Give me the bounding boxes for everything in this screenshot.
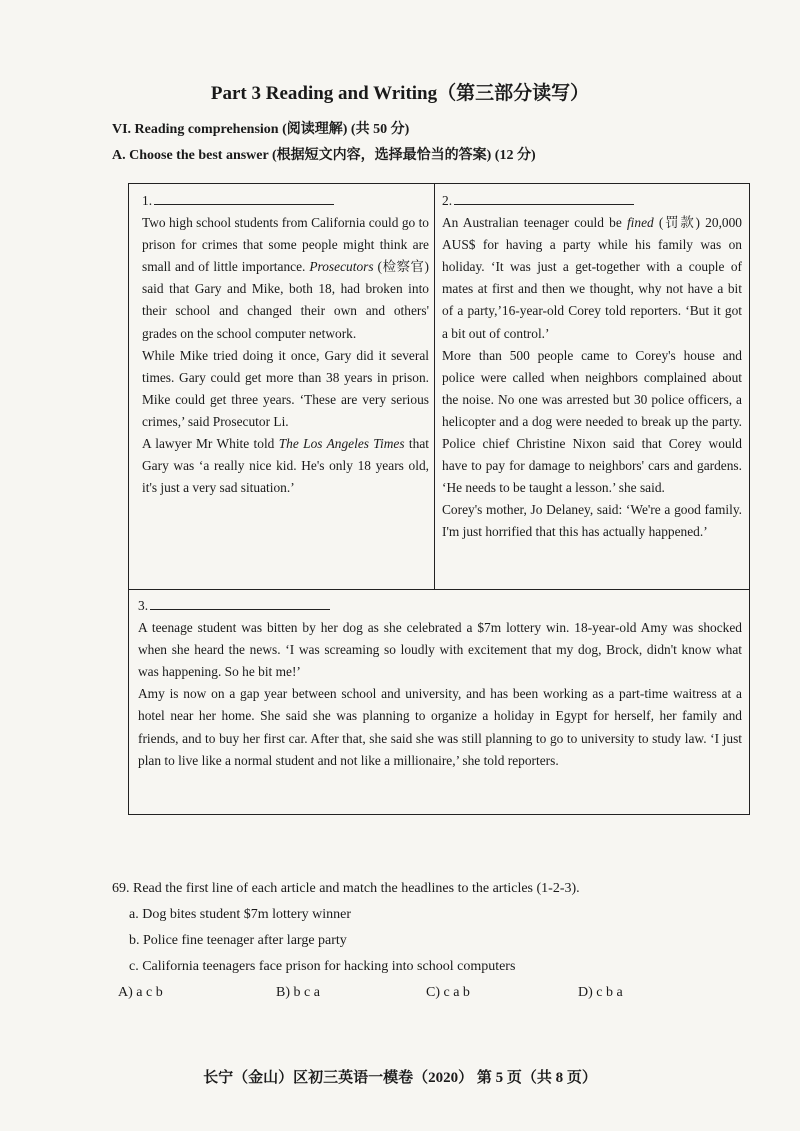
headline-blank[interactable]	[150, 608, 330, 610]
article-paragraph: More than 500 people came to Corey's house and police were called when neighbors complained about the noise. No one was arrested but 30 police officers, a helicopter and a dog were needed to break up the party. Police chief Christine Nixon said that Corey would have to pay for damage to neighbors' cars and gardens. ‘He needs to be taught a lesson.’ she said.	[442, 347, 742, 496]
article-paragraph: While Mike tried doing it once, Gary did it several times. Gary could get more than 38 years in prison. Mike could get three years. ‘These are very serious crimes,’ said Prosecutor Li.	[142, 347, 429, 429]
article-1	[142, 190, 429, 499]
choice-a[interactable]: A) a c b	[118, 985, 163, 1000]
article-paragraph: An Australian teenager could be fined (罚款) 20,000 AUS$ for having a party while his family was on holiday. ‘It was just a get-together with a couple of mates at first and then we thought, why not have a bit of a party,’16-year-old Corey told reporters. ‘But it got a bit out of control.’	[442, 215, 742, 341]
headline-option: b. Police fine teenager after large party	[129, 933, 347, 948]
column-divider	[434, 184, 435, 589]
subsection-heading: A. Choose the best answer (根据短文内容，选择最恰当的答案) (12 分)	[112, 148, 536, 163]
headline-option: c. California teenagers face prison for hacking into school computers	[129, 959, 516, 974]
section-heading: VI. Reading comprehension (阅读理解) (共 50 分)	[112, 122, 410, 137]
choice-d[interactable]: D) c b a	[578, 985, 623, 1000]
choice-c[interactable]: C) c a b	[426, 985, 470, 1000]
question-69	[112, 876, 712, 1006]
articles-box	[128, 183, 750, 815]
article-paragraph: A lawyer Mr White told The Los Angeles Times that Gary was ‘a really nice kid. He's only 18 years old, it's just a very sad situation.’	[142, 436, 429, 496]
choice-b[interactable]: B) b c a	[276, 985, 320, 1000]
newspaper-name: The Los Angeles Times	[278, 436, 405, 452]
article-paragraph: Two high school students from California could go to prison for crimes that some people might think are small and of little importance. Prosecutors (检察官) said that Gary and Mike, both 18, had broken into their school and changed their own and others' grades on the school computer network.	[142, 215, 429, 341]
article-3	[138, 595, 742, 772]
headline-blank[interactable]	[454, 203, 634, 205]
question-prompt: 69. Read the first line of each article and match the headlines to the articles (1-2-3).	[112, 881, 580, 896]
page-title: Part 3 Reading and Writing（第三部分读写）	[210, 83, 590, 104]
article-number: 1.	[142, 193, 153, 208]
article-paragraph: A teenage student was bitten by her dog as she celebrated a $7m lottery win. 18-year-old Amy was shocked when she heard the news. ‘I was screaming so loudly with excitement that my dog, Brock, didn't know what was happening. So he bit me!’	[138, 620, 742, 680]
row-divider	[129, 589, 749, 590]
article-number: 3.	[138, 598, 149, 613]
article-paragraph: Corey's mother, Jo Delaney, said: ‘We're a good family. I'm just horrified that this has actually happened.’	[442, 502, 742, 540]
article-paragraph: Amy is now on a gap year between school and university, and has been working as a part-time waitress at a hotel near her home. She said she was planning to organize a holiday in Egypt for herself, her family and friends, and to buy her first car. After that, she said she was still planning to go to university to study law. ‘I just plan to live like a normal student and not like a millionaire,’ she told reporters.	[138, 686, 742, 768]
article-2	[442, 190, 742, 544]
keyword-fined: fined	[626, 215, 654, 231]
page-footer: 长宁（金山）区初三英语一模卷（2020） 第 5 页（共 8 页）	[203, 1070, 597, 1086]
headline-blank[interactable]	[154, 203, 334, 205]
headline-option: a. Dog bites student $7m lottery winner	[129, 907, 352, 922]
answer-choices	[112, 980, 712, 1006]
keyword-prosecutors: Prosecutors	[309, 259, 374, 275]
article-number: 2.	[442, 193, 453, 208]
